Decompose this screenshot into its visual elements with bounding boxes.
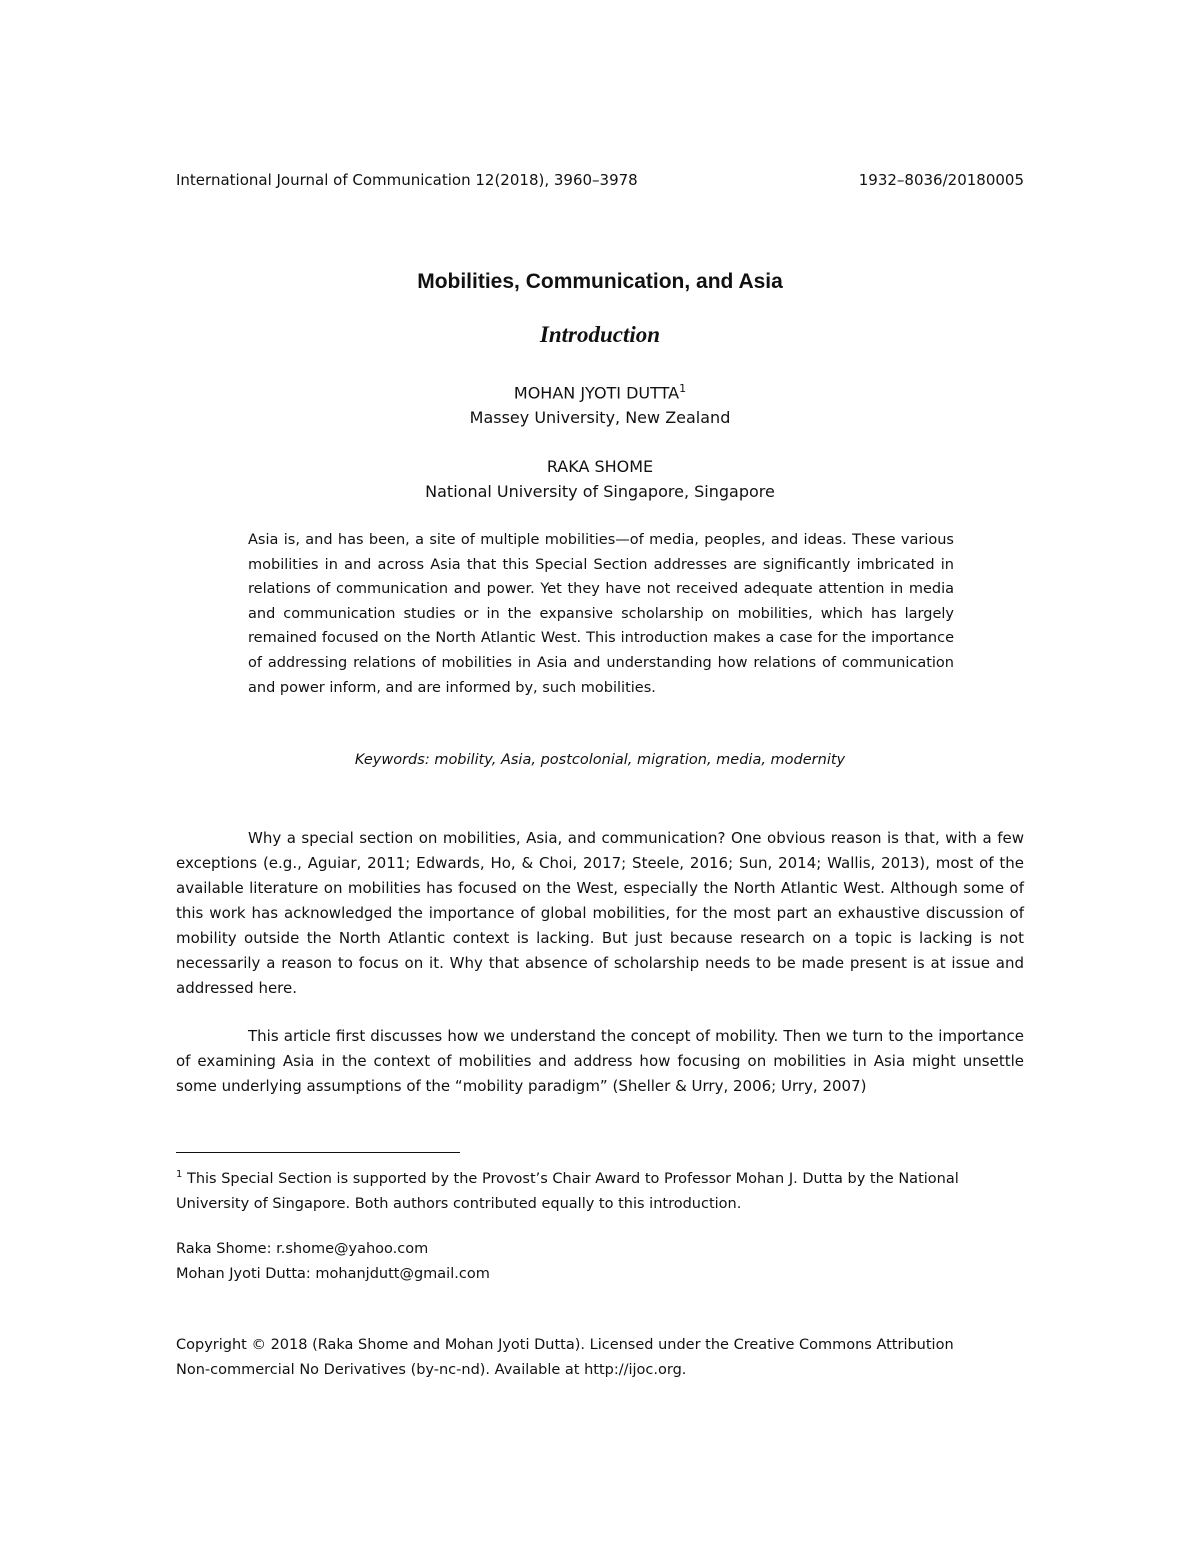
copyright-line: Copyright © 2018 (Raka Shome and Mohan Jyoti Dutta). Licensed under the Creative Commons Attribution [176, 1337, 954, 1353]
footnote-separator [176, 1152, 460, 1153]
copyright-notice [176, 1333, 1024, 1383]
author-name-line [0, 376, 1200, 405]
author-block-2 [0, 454, 1200, 504]
footnote [176, 1162, 1024, 1217]
article-title: Mobilities, Communication, and Asia [417, 270, 783, 293]
abstract: Asia is, and has been, a site of multiple mobilities—of media, peoples, and ideas. These various mobilities in and across Asia that this Special Section addresses are significantly imbricated in relations of communication and power. Yet they have not received adequate attention in media and communication studies or in the expansive scholarship on mobilities, which has largely remained focused on the North Atlantic West. This introduction makes a case for the importance of addressing relations of mobilities in Asia and understanding how relations of communication and power inform, and are informed by, such mobilities. [248, 532, 954, 696]
article-subtitle: Introduction [539, 322, 661, 347]
author-block-1 [0, 376, 1200, 430]
author-affiliation: National University of Singapore, Singapore [425, 482, 775, 501]
contact-line: Mohan Jyoti Dutta: mohanjdutt@gmail.com [176, 1266, 490, 1282]
body-paragraph-2 [176, 1024, 1024, 1099]
author-affiliation: Massey University, New Zealand [469, 408, 731, 428]
copyright-line: Non-commercial No Derivatives (by-nc-nd). Available at http://ijoc.org. [176, 1362, 687, 1378]
footnote-mark: 1 [176, 1169, 183, 1180]
body-paragraph-1 [176, 826, 1024, 1001]
author-name: MOHAN JYOTI DUTTA [513, 383, 680, 403]
keywords: Keywords: mobility, Asia, postcolonial, migration, media, modernity [354, 752, 846, 768]
journal-citation: International Journal of Communication 12(2018), 3960–3978 [176, 171, 638, 189]
paragraph-text: Why a special section on mobilities, Asia, and communication? One obvious reason is that, with a few exceptions (e.g., Aguiar, 2011; Edwards, Ho, & Choi, 2017; Steele, 2016; Sun, 2014; Wallis, 2013), most of the available literature on mobilities has focused on the West, especially the North Atlantic West. Although some of this work has acknowledged the importance of global mobilities, for the most part an exhaustive discussion of mobility outside the North Atlantic context is lacking. But just because research on a topic is lacking is not necessarily a reason to focus on it. Why that absence of scholarship needs to be made present is at issue and addressed here. [176, 829, 1024, 997]
footnote-marker: 1 [679, 382, 687, 395]
paragraph-text: This article first discusses how we understand the concept of mobility. Then we turn to the importance of examining Asia in the context of mobilities and address how focusing on mobilities in Asia might unsettle some underlying assumptions of the “mobility paradigm” (Sheller & Urry, 2006; Urry, 2007) [176, 1027, 1024, 1095]
author-name: RAKA SHOME [546, 457, 654, 476]
running-header [176, 171, 1024, 189]
contact-line: Raka Shome: r.shome@yahoo.com [176, 1241, 429, 1257]
contact-info [176, 1237, 1024, 1287]
issn: 1932–8036/20180005 [858, 171, 1024, 189]
footnote-text: This Special Section is supported by the Provost’s Chair Award to Professor Mohan J. Dutta by the National University of Singapore. Both authors contributed equally to this introduction. [176, 1170, 959, 1212]
